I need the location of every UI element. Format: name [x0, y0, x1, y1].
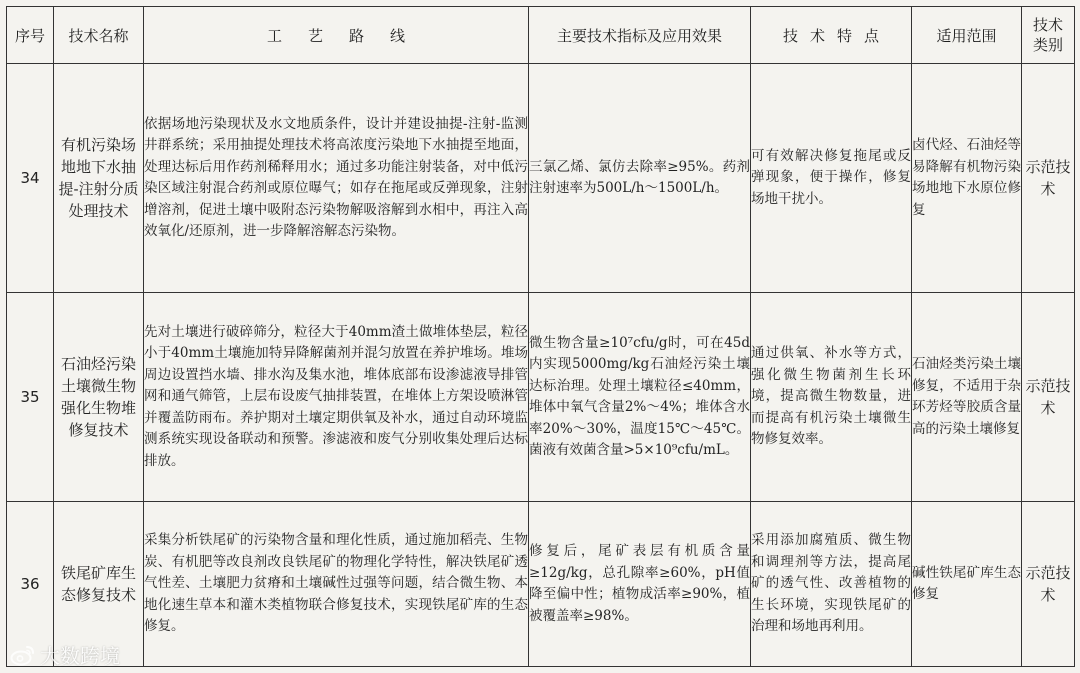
technology-table	[6, 6, 1075, 667]
header-category: 技术类别	[1022, 7, 1075, 64]
row-name: 石油烃污染土壤微生物强化生物堆修复技术	[54, 293, 144, 502]
header-scope: 适用范围	[912, 7, 1022, 64]
row-seq: 34	[7, 64, 54, 293]
row-scope: 碱性铁尾矿库生态修复	[912, 502, 1022, 667]
row-seq: 36	[7, 502, 54, 667]
row-scope: 卤代烃、石油烃等易降解有机物污染场地地下水原位修复	[912, 64, 1022, 293]
header-name: 技术名称	[54, 7, 144, 64]
row-category: 示范技术	[1022, 64, 1075, 293]
header-feature-label: 技术特点	[782, 26, 891, 45]
row-indicator: 三氯乙烯、氯仿去除率≥95%。药剂注射速率为500L/h～1500L/h。	[529, 64, 751, 293]
header-route-label: 工艺路线	[266, 26, 431, 45]
row-indicator: 微生物含量≥10⁷cfu/g时，可在45d内实现5000mg/kg石油烃污染土壤达标治理。处理土壤粒径≤40mm，堆体中氧气含量2%～4%；堆体含水率20%～30%，温度15℃～45℃。菌液有效菌含量>5×10⁹cfu/mL。	[529, 293, 751, 502]
row-name: 有机污染场地地下水抽提-注射分质处理技术	[54, 64, 144, 293]
header-feature	[751, 7, 912, 64]
table-row	[7, 64, 1075, 293]
row-category: 示范技术	[1022, 293, 1075, 502]
row-route: 依据场地污染现状及水文地质条件，设计并建设抽提-注射-监测井群系统；采用抽提处理技术将高浓度污染地下水抽提至地面，处理达标后用作药剂稀释用水；通过多功能注射装备，对中低污染区域注射混合药剂或原位曝气；如存在拖尾或反弹现象，注射增溶剂，促进土壤中吸附态污染物解吸溶解到水相中，再注入高效氧化/还原剂，进一步降解溶解态污染物。	[144, 64, 529, 293]
row-category: 示范技术	[1022, 502, 1075, 667]
row-name: 铁尾矿库生态修复技术	[54, 502, 144, 667]
watermark-text: 大数跨境	[40, 644, 120, 668]
row-feature: 可有效解决修复拖尾或反弹现象，便于操作，修复场地干扰小。	[751, 64, 912, 293]
header-seq: 序号	[7, 7, 54, 64]
row-feature: 采用添加腐殖质、微生物和调理剂等方法，提高尾矿的透气性、改善植物的生长环境，实现铁尾矿的治理和场地再利用。	[751, 502, 912, 667]
table-row	[7, 502, 1075, 667]
table-row	[7, 293, 1075, 502]
table-header-row	[7, 7, 1075, 64]
row-indicator: 修复后，尾矿表层有机质含量≥12g/kg，总孔隙率≥60%，pH值降至偏中性；植物成活率≥90%，植被覆盖率≥98%。	[529, 502, 751, 667]
row-feature: 通过供氧、补水等方式，强化微生物菌剂生长环境，提高微生物数量，进而提高有机污染土壤微生物修复效率。	[751, 293, 912, 502]
weibo-icon	[10, 644, 36, 666]
row-scope: 石油烃类污染土壤修复，不适用于杂环芳烃等胶质含量高的污染土壤修复	[912, 293, 1022, 502]
watermark	[10, 640, 120, 669]
header-indicator: 主要技术指标及应用效果	[529, 7, 751, 64]
row-seq: 35	[7, 293, 54, 502]
header-route	[144, 7, 529, 64]
row-route: 采集分析铁尾矿的污染物含量和理化性质，通过施加稻壳、生物炭、有机肥等改良剂改良铁尾矿的物理化学特性，解决铁尾矿透气性差、土壤肥力贫瘠和土壤碱性过强等问题，结合微生物、本地化速生草本和灌木类植物联合修复技术，实现铁尾矿库的生态修复。	[144, 502, 529, 667]
row-route: 先对土壤进行破碎筛分，粒径大于40mm渣土做堆体垫层，粒径小于40mm土壤施加特异降解菌剂并混匀放置在养护堆场。堆场周边设置挡水墙、排水沟及集水池，堆体底部布设渗滤液导排管网和通气筛管，上层布设废气抽排装置，在堆体上方架设喷淋管并覆盖防雨布。养护期对土壤定期供氧及补水，通过自动环境监测系统实现设备联动和预警。渗滤液和废气分别收集处理后达标排放。	[144, 293, 529, 502]
